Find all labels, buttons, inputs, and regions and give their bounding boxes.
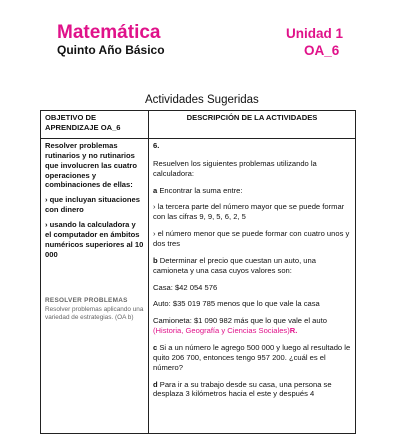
problem-c-label: c <box>153 343 158 353</box>
subject-crossref: (Historia, Geografía y Ciencias Sociales) <box>153 326 290 336</box>
problem-a <box>153 186 351 196</box>
activities-table <box>40 110 356 434</box>
problem-b <box>153 256 351 276</box>
objective-bullet: › que incluyan situaciones con dinero <box>45 195 140 215</box>
price-camioneta <box>153 316 351 336</box>
problem-b-label: b <box>153 255 158 265</box>
activity-intro: Resuelven los siguientes problemas utilizando la calculadora: <box>153 158 317 178</box>
problem-a-bullet: › el número menor que se puede formar con cuatro unos y dos tres <box>153 229 350 249</box>
price-casa: Casa: $42 054 576 <box>153 282 218 292</box>
objective-cell <box>41 139 149 434</box>
problem-c <box>153 343 351 373</box>
subject-title: Matemática <box>57 22 161 43</box>
oa-label: OA_6 <box>304 43 340 58</box>
activity-number: 6. <box>153 141 160 150</box>
problem-d-text: Para ir a su trabajo desde su casa, una persona se desplaza 3 kilómetros hacia el este y después 4 <box>153 379 332 399</box>
description-cell <box>149 139 356 434</box>
unit-label: Unidad 1 <box>286 26 344 41</box>
skill-badge-text: Resolver problemas aplicando una variedad de estrategias. (OA b) <box>45 305 144 322</box>
price-auto: Auto: $35 019 785 menos que lo que vale la casa <box>153 299 320 309</box>
problem-c-text: Si a un número le agrego 500 000 y luego al resultado le quito 206 700, entonces tengo 957 200. ¿cuál es el número? <box>153 343 351 372</box>
table-body-row <box>41 139 356 434</box>
grade-subtitle: Quinto Año Básico <box>57 43 165 57</box>
problem-d-label: d <box>153 379 158 389</box>
objective-bullet: › usando la calculadora y el computador en ámbitos numéricos superiores al 10 000 <box>45 220 144 259</box>
description-column-header: DESCRIPCIÓN DE LA ACTIVIDADES <box>149 111 356 139</box>
problem-a-text: Encontrar la suma entre: <box>159 185 243 195</box>
table-header-row <box>41 111 356 139</box>
problem-a-bullet: › la tercera parte del número mayor que se puede formar con las cifras 9, 9, 5, 6, 2, 5 <box>153 202 345 222</box>
problem-a-label: a <box>153 185 158 195</box>
price-camioneta-text: Camioneta: $1 090 982 más que lo que vale el auto <box>153 316 327 326</box>
objective-intro: Resolver problemas rutinarios y no rutinarios que involucren las cuatro operaciones y combinaciones de ellas: <box>45 141 137 190</box>
crossref-suffix: R. <box>289 326 298 336</box>
objective-column-header: OBJETIVO DE APRENDIZAJE OA_6 <box>41 111 149 139</box>
problem-d <box>153 380 351 400</box>
section-title: Actividades Sugeridas <box>145 94 259 106</box>
skill-badge-title: RESOLVER PROBLEMAS <box>45 297 128 305</box>
problem-b-text: Determinar el precio que cuestan un auto, una camioneta y una casa cuyos valores son: <box>153 255 316 275</box>
